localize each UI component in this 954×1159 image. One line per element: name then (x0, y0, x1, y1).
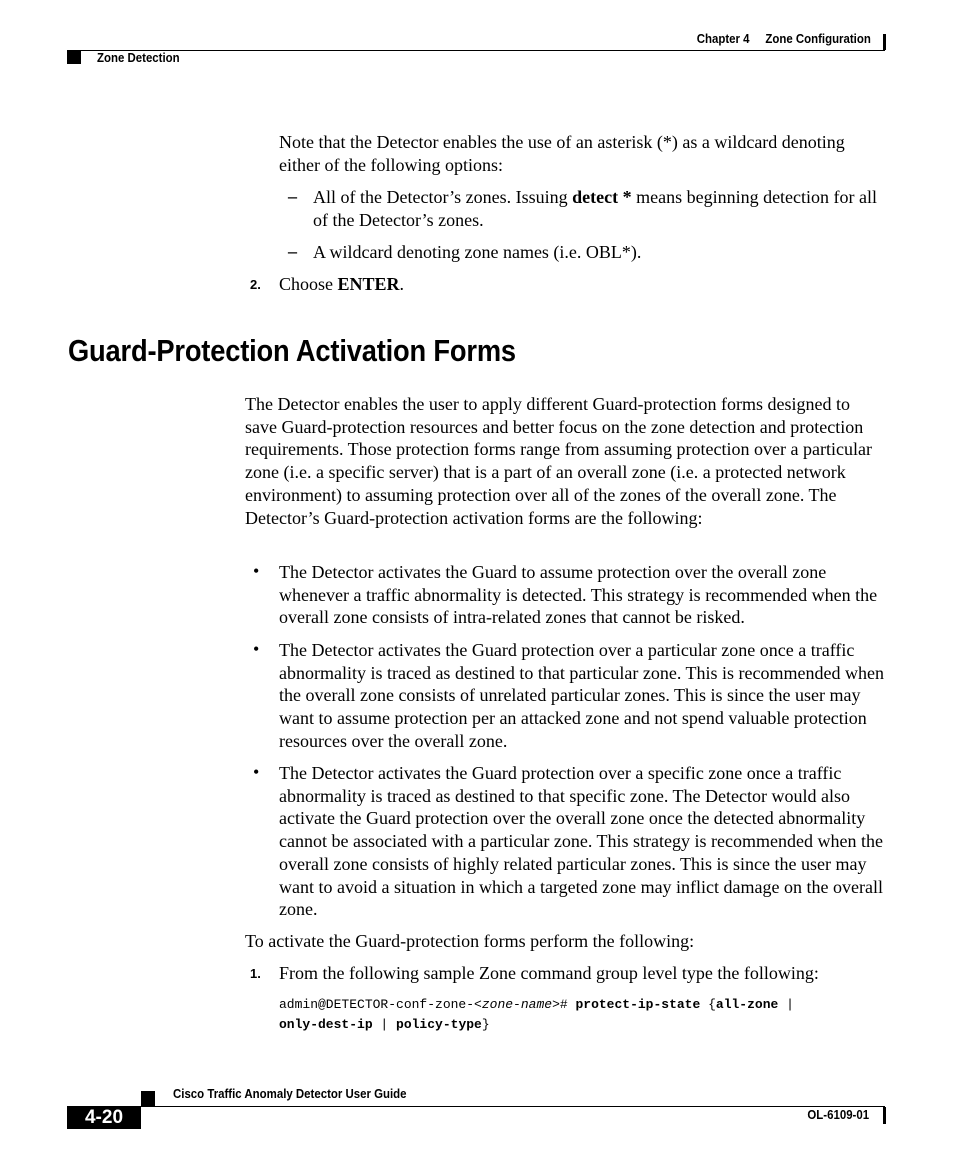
page-number: 4-20 (67, 1106, 141, 1129)
bullet-item: The Detector activates the Guard protection over a particular zone once a traffic abnormality is traced as destined to that particular zone. This is recommended when the overall zone consists of unrelated particular zones. This is since the user may want to assume protection per an attacked zone and not spend valuable protection resources over the overall zone. (279, 640, 884, 751)
command-syntax: admin@DETECTOR-conf-zone-<zone-name># protect-ip-state {all-zone | only-dest-ip | policy-type} (279, 997, 794, 1032)
step-number: 1. (250, 966, 261, 981)
step-choose-enter: Choose ENTER. (279, 274, 405, 294)
activation-instructions: To activate the Guard-protection forms perform the following: (245, 931, 695, 951)
document-id: OL-6109-01 (807, 1107, 869, 1122)
footer-rule (141, 1106, 885, 1107)
header-rule (67, 50, 885, 51)
step-number: 2. (250, 277, 261, 292)
bullet-marker: • (253, 639, 260, 659)
footer-right-bar (883, 1107, 886, 1124)
header-square (67, 51, 81, 64)
dash-item-wildcard: A wildcard denoting zone names (i.e. OBL*). (313, 242, 642, 262)
wildcard-note: Note that the Detector enables the use of an asterisk (*) as a wildcard denoting either of the following options: (279, 132, 845, 175)
header-bar (883, 34, 886, 50)
dash-item-all-zones: All of the Detector’s zones. Issuing detect * means beginning detection for all of the Detector’s zones. (313, 187, 878, 230)
header-chapter (697, 31, 871, 46)
footer-bar (141, 1091, 155, 1106)
section-heading: Guard-Protection Activation Forms (68, 333, 516, 368)
footer-guide-title: Cisco Traffic Anomaly Detector User Guide (173, 1086, 407, 1101)
bullet-item: The Detector activates the Guard to assume protection over the overall zone whenever a traffic abnormality is detected. This strategy is recommended when the overall zone consists of intra-related zones that cannot be risked. (279, 562, 878, 628)
bullet-marker: • (253, 762, 260, 782)
chapter-number: Chapter 4 (696, 31, 750, 46)
dash-marker: – (288, 241, 297, 261)
header-section: Zone Detection (97, 50, 180, 65)
bullet-marker: • (253, 561, 260, 581)
section-intro-paragraph: The Detector enables the user to apply different Guard-protection forms designed to save Guard-protection resources and better focus on the zone detection and protection requirements. Those protection forms range from assuming protection over a particular zone (i.e. a specific server) that is a part of an overall zone (i.e. a protected network environment) to assuming protection over all of the zones of the overall zone. The Detector’s Guard-protection activation forms are the following: (245, 394, 872, 528)
detect-command: detect * (572, 187, 632, 207)
dash-marker: – (288, 186, 297, 206)
bullet-item: The Detector activates the Guard protection over a specific zone once a traffic abnormality is traced as destined to that specific zone. The Detector would also activate the Guard protection over the overall zone once the detected abnormality cannot be associated with a particular zone. This strategy is recommended when the overall zone consists of highly related particular zones. This is since the user may want to avoid a situation in which a targeted zone may inflict damage on the overall zone. (279, 763, 883, 920)
chapter-title: Zone Configuration (765, 31, 871, 46)
step-sample-command: From the following sample Zone command group level type the following: (279, 963, 819, 983)
